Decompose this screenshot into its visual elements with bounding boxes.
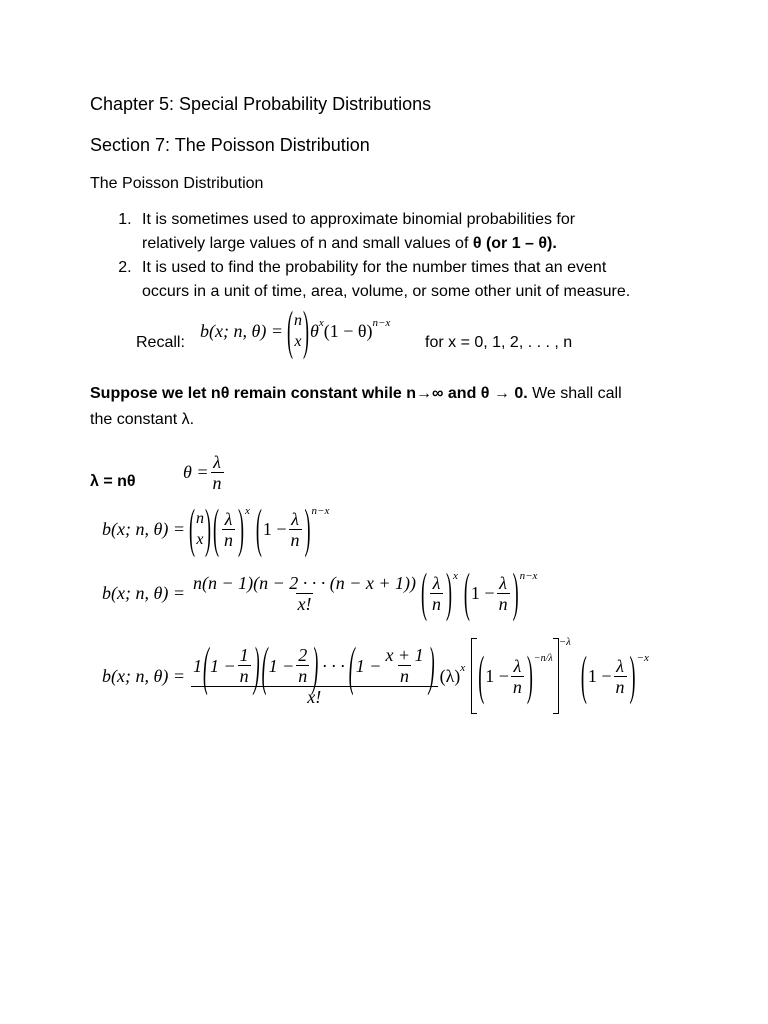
fraction: $\frac{\lambda}{n}$ — [512, 655, 522, 697]
exponent: x — [453, 569, 458, 582]
exponent: n−x — [519, 569, 538, 582]
binomial-coefficient: n x — [195, 510, 204, 548]
chapter-heading: Chapter 5: Special Probability Distributions — [90, 94, 432, 114]
list-item-text: relatively large values of n and small values of — [142, 235, 473, 252]
exponent: x — [318, 317, 324, 329]
one-minus-theta: (1 − θ) — [323, 320, 373, 341]
formula-lhs: b(x; n, θ) = — [102, 518, 185, 539]
fraction: $\frac{\lambda}{n}$ — [432, 573, 442, 614]
one-minus: 1 − — [470, 583, 495, 603]
list-item — [136, 208, 630, 256]
one-minus: 1 − — [262, 518, 287, 539]
theta-symbol: θ — [309, 320, 319, 341]
exponent: −λ — [558, 636, 571, 648]
fraction: $\frac{\lambda}{n}$ — [223, 508, 233, 550]
recall-label: Recall: — [136, 334, 185, 351]
suppose-bold-text: Suppose we let nθ remain constant while n→∞ and θ → 0. — [90, 385, 528, 402]
list-item-text: It is used to find the probability for the number times that an event — [142, 259, 607, 276]
right-bracket — [553, 638, 559, 714]
theta-lhs: θ = — [183, 462, 209, 482]
exponent: −n/λ — [533, 652, 553, 664]
fraction: $\frac{\lambda}{n}$ — [290, 508, 300, 550]
recall-formula: b(x; n, θ) = ( n x ) θ x (1 − θ) n−x — [200, 299, 391, 360]
fraction: $\frac{\lambda}{n}$ — [615, 655, 625, 697]
exponent: x — [244, 505, 250, 517]
equation-1: b(x; n, θ) = ( n x ) ( $\frac{\lambda}{n}$ ) x ( 1 − $\frac{\lambda}{n}$ ) n−x — [102, 497, 330, 558]
exponent: n−x — [311, 505, 330, 517]
list-item-text: occurs in a unit of time, area, volume, or some other unit of measure. — [142, 283, 631, 300]
equation-2: b(x; n, θ) = $\frac{n(n - 1)(n - 2 \cdot \cdot \cdot (n - x + 1))}{x!}$ ( $\frac{\lambda}{n}$ ) x ( 1 − $\frac{\lambda}{n}$ ) n−x — [102, 562, 538, 622]
lambda-paren: (λ) — [439, 665, 461, 686]
theta-definition — [183, 452, 226, 493]
formula-lhs: b(x; n, θ) = — [200, 320, 283, 341]
list-item — [136, 256, 630, 304]
subsection-heading: The Poisson Distribution — [90, 175, 264, 192]
recall-range: for x = 0, 1, 2, . . . , n — [425, 334, 573, 351]
list-item-text-bold: θ (or 1 – θ). — [472, 235, 557, 252]
numbered-list — [106, 208, 630, 304]
suppose-text: We shall call — [527, 385, 622, 402]
formula-lhs: b(x; n, θ) = — [102, 665, 185, 686]
fraction: 1 ( 1 − $\frac{1}{n}$ ) ( 1 − $\frac{2}{n}$ ) · · · ( 1 − $\frac{x + 1}{n}$ ) x! — [191, 645, 438, 707]
exponent: −x — [636, 652, 649, 664]
left-bracket — [471, 638, 477, 714]
formula-lhs: b(x; n, θ) = — [102, 583, 185, 603]
section-heading: Section 7: The Poisson Distribution — [90, 135, 370, 155]
lambda-definition: λ = nθ — [90, 473, 136, 490]
suppose-line1 — [90, 382, 622, 406]
fraction: $\frac{\lambda}{n}$ — [498, 573, 508, 614]
suppose-line2: the constant λ. — [90, 411, 195, 428]
fraction: $\frac{\lambda}{n}$ — [212, 452, 222, 493]
binomial-coefficient: n x — [293, 312, 302, 350]
equation-3: b(x; n, θ) = 1 ( 1 − $\frac{1}{n}$ ) ( 1 − $\frac{2}{n}$ ) · · · ( 1 − $\frac{x + 1}{n}$ ) x! (λ) x ( 1 − $\frac{\lambda}{n}$ ) −n/λ −λ ( 1 − $\frac{\lambda}{n}$ ) −x — [102, 638, 649, 714]
fraction: $\frac{n(n - 1)(n - 2 \cdot \cdot \cdot (n - x + 1))}{x!}$ — [192, 573, 417, 614]
list-item-text: It is sometimes used to approximate binomial probabilities for — [142, 211, 576, 228]
exponent: n−x — [372, 317, 391, 329]
exponent: x — [460, 662, 466, 674]
